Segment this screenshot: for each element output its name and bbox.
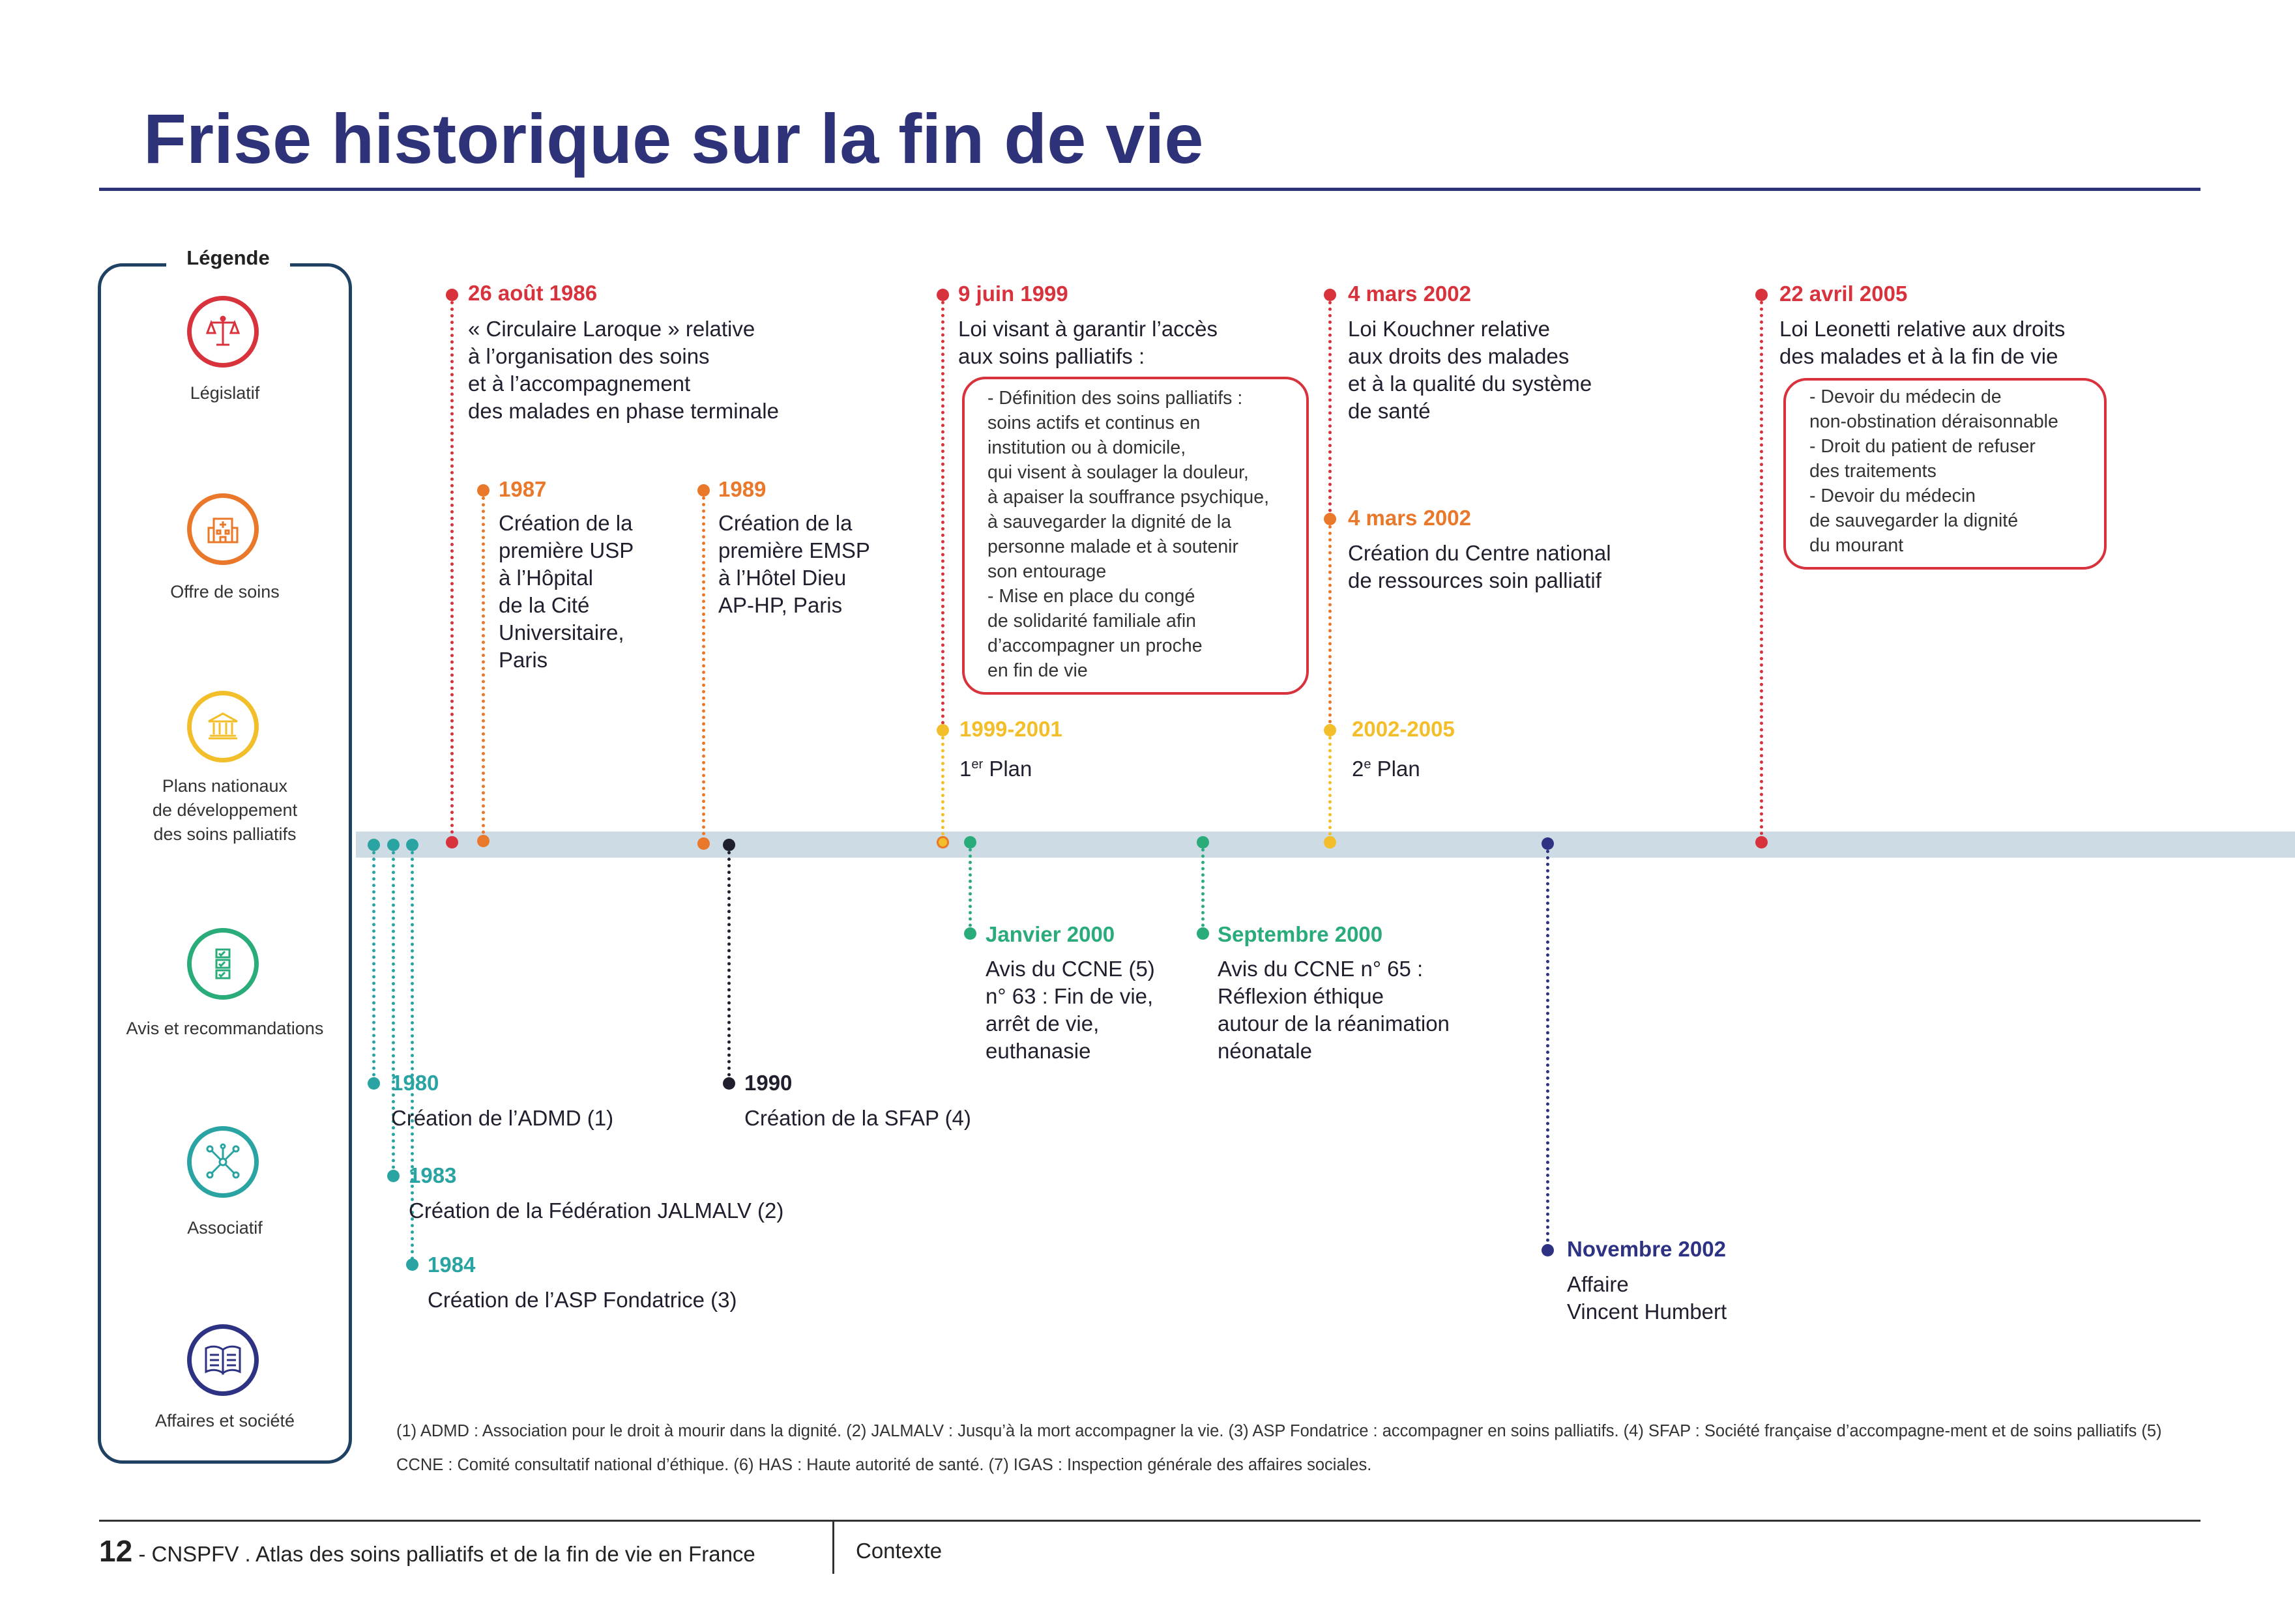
footer-left: [99, 1531, 755, 1574]
event-1986-date: 26 août 1986: [468, 281, 598, 305]
event-1987-date: 1987: [499, 477, 547, 501]
dot-1989-top: [697, 484, 710, 497]
dot-1999-bar: [937, 836, 949, 848]
dot-2000b-bar: [1197, 836, 1209, 848]
dot-2000a-bar: [964, 836, 976, 848]
footer-section: Contexte: [856, 1539, 943, 1563]
event-1983-text: Création de la Fédération JALMALV (2): [409, 1198, 784, 1223]
legend-label-avis: Avis et recommandations: [126, 1019, 324, 1038]
connector-1999-2001: [941, 730, 944, 842]
event-1987-text: Création de la première USP à l’Hôpital de la Cité Universitaire, Paris: [499, 511, 634, 672]
dot-1987-bar: [477, 835, 490, 847]
hospital-icon: [187, 493, 259, 565]
dot-2002c-end: [1542, 1244, 1554, 1256]
dot-2002a-top: [1324, 289, 1336, 301]
dot-2002-2005-top: [1324, 724, 1336, 736]
dot-1990-end: [723, 1077, 735, 1090]
legend-label-associatif: Associatif: [187, 1218, 263, 1238]
connector-1980: [372, 845, 375, 1083]
event-1989-date: 1989: [718, 477, 767, 501]
dot-2000b-end: [1197, 927, 1209, 940]
event-1984-text: Création de l’ASP Fondatrice (3): [428, 1288, 737, 1312]
event-2002b-text: Création du Centre national de ressources soin palliatif: [1348, 541, 1611, 592]
dot-1984-bar: [406, 839, 418, 851]
event-1999-date: 9 juin 1999: [958, 282, 1068, 306]
event-2002c-text: Affaire Vincent Humbert: [1567, 1272, 1727, 1324]
footnote: (1) ADMD : Association pour le droit à mourir dans la dignité. (2) JALMALV : Jusqu’à la mort accompagner la vie. (3) ASP Fondatrice : accompagner en soins palliatifs. (4) SFAP : Société française d’accompagne-ment et de soins palliatifs (5) CCNE : Comité consultatif national d’éthique. (6) HAS : Haute autorité de santé. (7) IGAS : Inspection générale des affaires sociales.: [396, 1422, 2162, 1474]
footer-publication: - CNSPFV . Atlas des soins palliatifs et de la fin de vie en France: [132, 1542, 755, 1566]
event-2002a-date: 4 mars 2002: [1348, 282, 1471, 306]
dot-1984-end: [406, 1258, 418, 1271]
legend-panel: [98, 263, 352, 1464]
event-2002-2005-text: 2e Plan: [1352, 757, 1420, 781]
dot-1986-top: [446, 289, 458, 301]
connector-2000a: [969, 842, 972, 933]
scales-icon: [187, 296, 259, 368]
event-1984-date: 1984: [428, 1253, 476, 1277]
event-1999-details: - Définition des soins palliatifs : soins actifs et continus en institution ou à domicile, qui visent à soulager la douleur, à apaiser la souffrance psychique, à sauvegarder la dignité de la personne malade et à soutenir son entourage - Mise en place du congé de solidarité familiale afin d’accompagner un proche en fin de vie: [987, 388, 1269, 681]
event-1980-date: 1980: [391, 1071, 439, 1095]
connector-2002a: [1328, 295, 1332, 519]
dot-2005-bar: [1755, 836, 1768, 848]
event-1990-text: Création de la SFAP (4): [744, 1106, 971, 1130]
dot-1980-end: [368, 1077, 380, 1090]
book-icon: [187, 1324, 259, 1396]
event-1990-date: 1990: [744, 1071, 793, 1095]
dot-1980-bar: [368, 839, 380, 851]
network-icon: [187, 1126, 259, 1198]
event-1989-text: Création de la première EMSP à l’Hôtel Dieu AP-HP, Paris: [718, 511, 870, 617]
dot-1999-2001-top: [937, 724, 949, 736]
dot-2002-bar: [1324, 836, 1336, 848]
event-2002c-date: Novembre 2002: [1567, 1237, 1726, 1261]
legend-label-legislatif: Législatif: [190, 383, 260, 403]
dot-2002c-bar: [1542, 837, 1554, 850]
event-2002b-date: 4 mars 2002: [1348, 506, 1471, 530]
page-title: Frise historique sur la fin de vie: [143, 99, 1204, 178]
legend-label-offre: Offre de soins: [170, 582, 280, 602]
event-2005-details: - Devoir du médecin de non-obstination déraisonnable - Droit du patient de refuser des traitements - Devoir du médecin de sauvegarder la dignité du mourant: [1809, 386, 2058, 556]
event-2002-2005-date: 2002-2005: [1352, 717, 1455, 741]
event-2002a-text: Loi Kouchner relative aux droits des malades et à la qualité du système de santé: [1348, 317, 1592, 423]
event-1999-text: Loi visant à garantir l’accès aux soins palliatifs :: [958, 317, 1218, 368]
event-1999-2001-text: 1er Plan: [959, 757, 1032, 781]
dot-1986-bar: [446, 836, 458, 848]
legend-title: Légende: [166, 244, 290, 272]
legend-label-plans: Plans nationaux de développement des soins palliatifs: [152, 776, 298, 844]
event-2000b-date: Septembre 2000: [1218, 922, 1383, 946]
event-1983-date: 1983: [409, 1163, 457, 1187]
dot-2000a-end: [964, 927, 976, 940]
event-2000a-date: Janvier 2000: [986, 922, 1115, 946]
connector-1986: [450, 295, 454, 841]
connector-2002b: [1328, 519, 1332, 730]
connector-2002-2005: [1328, 730, 1332, 842]
dot-1999-top: [937, 289, 949, 301]
event-1999-2001-date: 1999-2001: [959, 717, 1062, 741]
dot-1989-bar: [697, 837, 710, 850]
connector-1989: [702, 490, 705, 842]
footer-divider: [99, 1520, 2200, 1522]
dot-1990-bar: [723, 839, 735, 851]
title-divider: [99, 188, 2200, 191]
event-1980-text: Création de l’ADMD (1): [391, 1106, 614, 1130]
connector-2000b: [1201, 842, 1205, 933]
institution-icon: [187, 691, 259, 762]
legend-label-affaires: Affaires et société: [154, 1411, 295, 1430]
connector-1999: [941, 295, 944, 731]
dot-1987-top: [477, 484, 490, 497]
event-1986-text: « Circulaire Laroque » relative à l’organisation des soins et à l’accompagnement des malades en phase terminale: [468, 317, 779, 423]
footer-separator: [832, 1522, 834, 1574]
dot-1983-end: [387, 1170, 400, 1182]
connector-1990: [727, 845, 731, 1083]
event-2000b-text: Avis du CCNE n° 65 : Réflexion éthique autour de la réanimation néonatale: [1218, 957, 1450, 1063]
page-number: 12: [99, 1534, 133, 1568]
dot-1983-bar: [387, 839, 400, 851]
connector-1987: [482, 490, 485, 841]
dot-2005-top: [1755, 289, 1768, 301]
dot-2002b-top: [1324, 513, 1336, 525]
checklist-icon: [187, 928, 259, 1000]
connector-2002c: [1546, 843, 1549, 1249]
event-2000a-text: Avis du CCNE (5) n° 63 : Fin de vie, arrêt de vie, euthanasie: [986, 957, 1155, 1063]
event-2005-text: Loi Leonetti relative aux droits des malades et à la fin de vie: [1779, 317, 2066, 368]
connector-2005: [1760, 295, 1763, 842]
event-2005-date: 22 avril 2005: [1779, 282, 1908, 306]
